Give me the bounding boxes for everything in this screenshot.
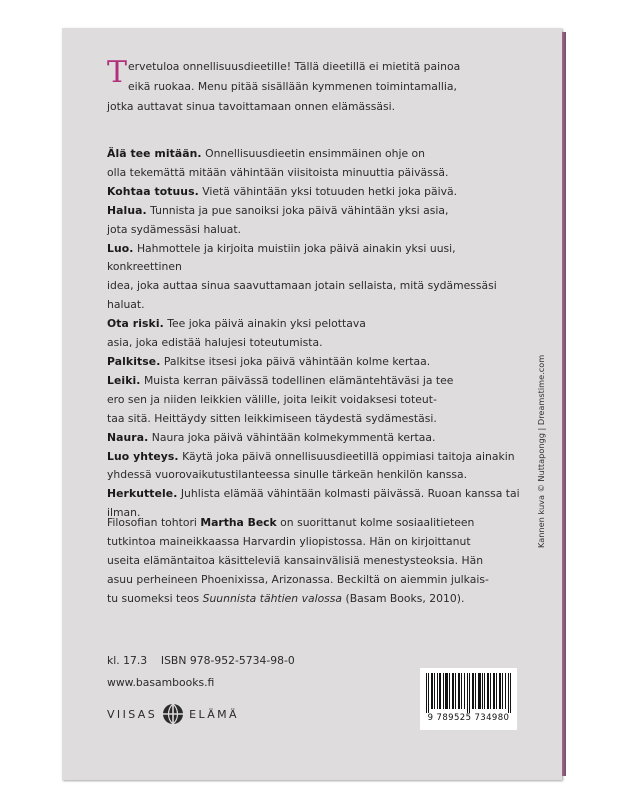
rule-text: Hahmottele ja kirjoita muistiin joka päivä ainakin yksi uusi, konkreettinen	[107, 241, 456, 274]
rule-title: Ota riski.	[107, 317, 164, 331]
rule-title: Naura.	[107, 430, 149, 444]
bio-text: tutkintoa maineikkaassa Harvardin yliopistossa. Hän on kirjoittanut	[107, 534, 471, 548]
rule-item	[107, 429, 527, 448]
rule-title: Kohtaa totuus.	[107, 184, 199, 198]
rule-item	[107, 202, 527, 240]
bio-text: asuu perheineen Phoenixissa, Arizonassa. Beckiltä on aiemmin julkais-	[107, 572, 489, 586]
drop-cap: T	[107, 55, 128, 90]
barcode	[420, 668, 517, 730]
rule-title: Leiki.	[107, 373, 141, 387]
rule-title: Halua.	[107, 203, 147, 217]
rule-text: Naura joka päivä vähintään kolmekymmentä kertaa.	[151, 430, 436, 444]
publisher-word-left: VIISAS	[107, 707, 158, 721]
rule-title: Herkuttele.	[107, 487, 178, 501]
rule-item	[107, 372, 527, 429]
rule-text: ero sen ja niiden leikkien välille, joita leikit voidaksesi toteut-	[107, 392, 437, 406]
bio-text: (Basam Books, 2010).	[342, 591, 465, 605]
isbn: ISBN 978-952-5734-98-0	[160, 654, 295, 667]
rule-item	[107, 353, 527, 372]
rule-item	[107, 145, 527, 183]
spine-edge	[562, 32, 566, 776]
barcode-bars	[426, 673, 511, 713]
library-class: kl. 17.3	[107, 654, 148, 667]
rule-text: Palkitse itsesi joka päivä vähintään kolme kertaa.	[163, 354, 431, 368]
rules-list	[107, 145, 527, 523]
publisher-logo	[107, 702, 239, 726]
rule-text: Juhlista elämää vähintään kolmasti päivässä. Ruoan kanssa tai ilman.	[107, 487, 520, 520]
rule-text: Käytä joka päivä onnellisuusdieetillä oppimiasi taitoja ainakin	[182, 449, 515, 463]
rule-text: Tee joka päivä ainakin yksi pelottava	[167, 317, 366, 331]
rule-item	[107, 240, 527, 316]
bio-text: useita elämäntaitoa käsitteleviä kansainvälisiä menestysteoksia. Hän	[107, 553, 484, 567]
rule-text: Onnellisuusdieetin ensimmäinen ohje on	[205, 147, 425, 160]
rule-title: Palkitse.	[107, 354, 161, 368]
publisher-url[interactable]: www.basambooks.fi	[107, 676, 215, 689]
rule-text: Muista kerran päivässä todellinen elämäntehtäväsi ja tee	[143, 373, 454, 387]
rule-item	[107, 183, 527, 202]
intro-line: jotka auttavat sinua tavoittamaan onnen elämässäsi.	[107, 100, 395, 113]
bio-text: tu suomeksi teos	[107, 591, 203, 605]
intro-paragraph	[107, 57, 517, 117]
rule-title: Älä tee mitään.	[107, 147, 202, 160]
bio-text: Filosofian tohtori	[107, 516, 201, 529]
catalog-info	[107, 652, 295, 671]
rule-text: asia, joka edistää halujesi toteutumista.	[107, 336, 323, 350]
rule-item	[107, 315, 527, 353]
cover-credit: Kannen kuva © Nuttapongg | Dreamstime.com	[536, 354, 546, 548]
rule-text: yhdessä vuorovaikutustilanteessa sinulle tärkeän henkilön kanssa.	[107, 468, 468, 482]
intro-line: eikä ruokaa. Menu pitää sisällään kymmenen toimintamallia,	[128, 80, 457, 93]
intro-line: ervetuloa onnellisuusdieetille! Tällä dieetillä ei mietitä painoa	[128, 60, 461, 73]
rule-text: idea, joka auttaa sinua saavuttamaan jotain sellaista, mitä sydämessäsi haluat.	[107, 279, 497, 312]
rule-text: Vietä vähintään yksi totuuden hetki joka päivä.	[202, 184, 458, 198]
rule-text: taa sitä. Heittäydy sitten leikkimiseen täydestä sydämestäsi.	[107, 411, 437, 425]
publisher-word-right: ELÄMÄ	[189, 707, 239, 721]
rule-title: Luo yhteys.	[107, 449, 179, 463]
rule-title: Luo.	[107, 241, 134, 255]
book-title: Suunnista tähtien valossa	[202, 591, 343, 605]
rule-text: Tunnista ja pue sanoiksi joka päivä vähintään yksi asia,	[150, 203, 449, 217]
globe-logo-icon	[162, 703, 184, 725]
rule-text: olla tekemättä mitään vähintään viisitoista minuuttia päivässä.	[107, 165, 449, 179]
rule-text: jota sydämessäsi haluat.	[107, 222, 242, 236]
rule-item	[107, 448, 527, 486]
author-bio	[107, 514, 527, 609]
author-name: Martha Beck	[200, 516, 277, 529]
bio-text: on suorittanut kolme sosiaalitieteen	[276, 516, 475, 529]
barcode-number: 9 789525 734980	[427, 713, 510, 723]
